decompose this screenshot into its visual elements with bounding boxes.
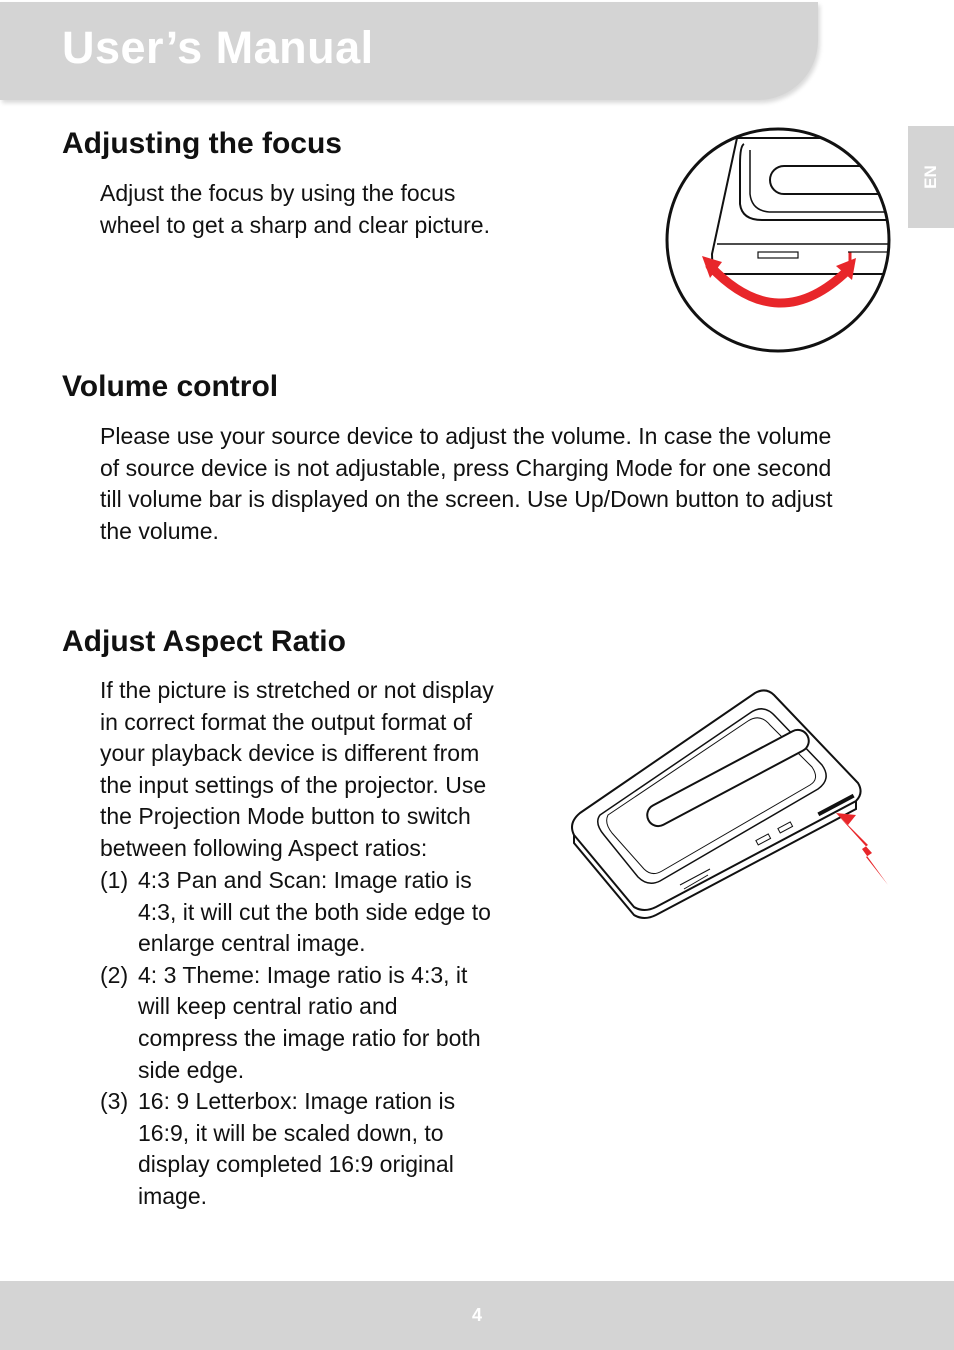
list-item: [100, 960, 491, 1086]
aspect-intro-line: If the picture is stretched or not display: [100, 677, 494, 703]
focus-paragraph: [100, 178, 490, 241]
list-item-line: 4:3 Pan and Scan: Image ratio is: [138, 867, 472, 893]
volume-line: the volume.: [100, 517, 219, 544]
list-item-line: 16:9, it will be scaled down, to: [138, 1119, 444, 1146]
list-item: [100, 865, 491, 960]
page-number: 4: [471, 1305, 482, 1325]
volume-line: Please use your source device to adjust the volume. In case the volume: [100, 423, 832, 449]
list-item-line: side edge.: [138, 1056, 245, 1083]
page-title: User’s Manual: [62, 22, 374, 73]
focus-line: Adjust the focus by using the focus: [100, 180, 456, 206]
aspect-intro-paragraph: [100, 675, 494, 865]
language-tab: [908, 126, 954, 228]
list-item-line: 16: 9 Letterbox: Image ration is: [138, 1088, 456, 1115]
list-item-line: 4:3, it will cut the both side edge to: [138, 898, 491, 925]
volume-paragraph: [100, 421, 833, 547]
language-tab-label: EN: [921, 165, 940, 189]
list-item-line: image.: [138, 1182, 208, 1209]
projector-illustration: [560, 685, 894, 925]
list-item-line: compress the image ratio for both: [138, 1024, 481, 1051]
list-item-number: (2): [100, 961, 129, 988]
section-heading-aspect: Adjust Aspect Ratio: [62, 625, 346, 658]
focus-wheel-illustration: [662, 124, 896, 358]
aspect-intro-line: your playback device is different from: [100, 740, 480, 767]
list-item-number: (3): [100, 1088, 129, 1115]
aspect-intro-line: the input settings of the projector. Use: [100, 771, 487, 798]
aspect-intro-line: between following Aspect ratios:: [100, 834, 428, 861]
section-heading-focus: Adjusting the focus: [62, 127, 342, 160]
list-item-number: (1): [100, 867, 129, 893]
list-item-line: display completed 16:9 original: [138, 1151, 454, 1178]
aspect-intro-line: the Projection Mode button to switch: [100, 803, 471, 830]
volume-line: till volume bar is displayed on the screen. Use Up/Down button to adjust: [100, 486, 833, 513]
volume-line: of source device is not adjustable, press Charging Mode for one second: [100, 454, 832, 481]
list-item: [100, 1086, 491, 1212]
list-item-line: 4: 3 Theme: Image ratio is 4:3, it: [138, 961, 468, 988]
list-item-line: will keep central ratio and: [138, 993, 398, 1020]
list-item-line: enlarge central image.: [138, 930, 366, 957]
focus-line: wheel to get a sharp and clear picture.: [100, 211, 490, 238]
aspect-intro-line: in correct format the output format of: [100, 708, 472, 735]
aspect-ratio-list: [100, 865, 491, 1213]
section-heading-volume: Volume control: [62, 370, 279, 403]
